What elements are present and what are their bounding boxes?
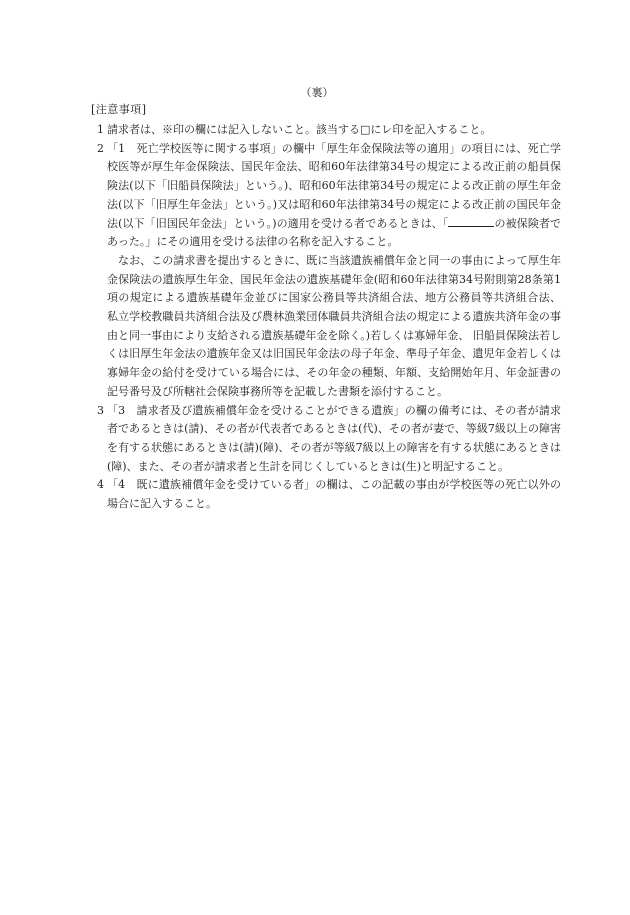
note-text: 請求者は、※印の欄には記入しないこと。該当する□にレ印を記入すること。	[107, 123, 492, 136]
note-number: 2	[97, 141, 104, 155]
notes-list	[91, 121, 561, 514]
note-number: 4	[97, 478, 104, 492]
note-item-3	[91, 402, 561, 477]
note-number: 3	[97, 403, 104, 417]
page-side-label: （裏）	[300, 86, 334, 99]
note-text	[107, 140, 561, 252]
notes-heading: [注意事項]	[91, 103, 147, 116]
note-text: 「4 既に遺族補償年金を受けている者」の欄は、この記載の事由が学校医等の死亡以外の場合に記入すること。	[107, 478, 561, 511]
note-item-1	[91, 121, 561, 140]
note-item-2	[91, 140, 561, 402]
note-text-after-blank: の被保険者であった。」にその適用を受ける法律の名称を記入すること。	[107, 216, 561, 249]
note-text: 「3 請求者及び遺族補償年金を受けることができる遺族」の欄の備考には、その者が請求者であるときは(請)、その者が代表者であるときは(代)、その者が妻で、等級7級以上の障害を有する状態にあるときは(請)(障)、その者が等級7級以上の障害を有する状態にあるときは(障)、また、その者が請求者と生計を同じくしているときは(生)と明記すること。	[107, 403, 561, 473]
blank-underline	[448, 216, 494, 227]
note-item-4	[91, 476, 561, 513]
note-number: 1	[97, 123, 104, 136]
note-continuation: なお、この請求書を提出するときに、既に当該遺族補償年金と同一の事由によって厚生年金保険法の遺族厚生年金、国民年金法の遺族基礎年金(昭和60年法律第34号附則第28条第1項の規定による遺族基礎年金並びに国家公務員等共済組合法、地方公務員等共済組合法、 私立学校教職員共済組合法及び農林漁業団体職員共済組合法の規定による遺族共済年金の事由と同一事由により支給される遺族基礎年金を除く。)若しくは寡婦年金、 旧船員保険法若しくは旧厚生年金法の遺族年金又は旧国民年金法の母子年金、準母子年金、遺児年金若しくは寡婦年金の給付を受けている場合には、その年金の種類、年額、支給開始年月、年金証書の記号番号及び所轄社会保険事務所等を記載した書類を添付すること。	[107, 253, 561, 398]
note-text-before-blank: 「1 死亡学校医等に関する事項」の欄中「厚生年金保険法等の適用」の項目には、死亡学校医等が厚生年金保険法、国民年金法、昭和60年法律第34号の規定による改正前の船員保険法(以下「旧船員保険法」という。)、昭和60年法律第34号の規定による改正前の厚生年金法(以下「旧厚生年金法」という。)又は昭和60年法律第34号の規定による改正前の国民年金法(以下「旧国民年金法」という。)の適用を受ける者であるときは、「	[107, 141, 561, 230]
